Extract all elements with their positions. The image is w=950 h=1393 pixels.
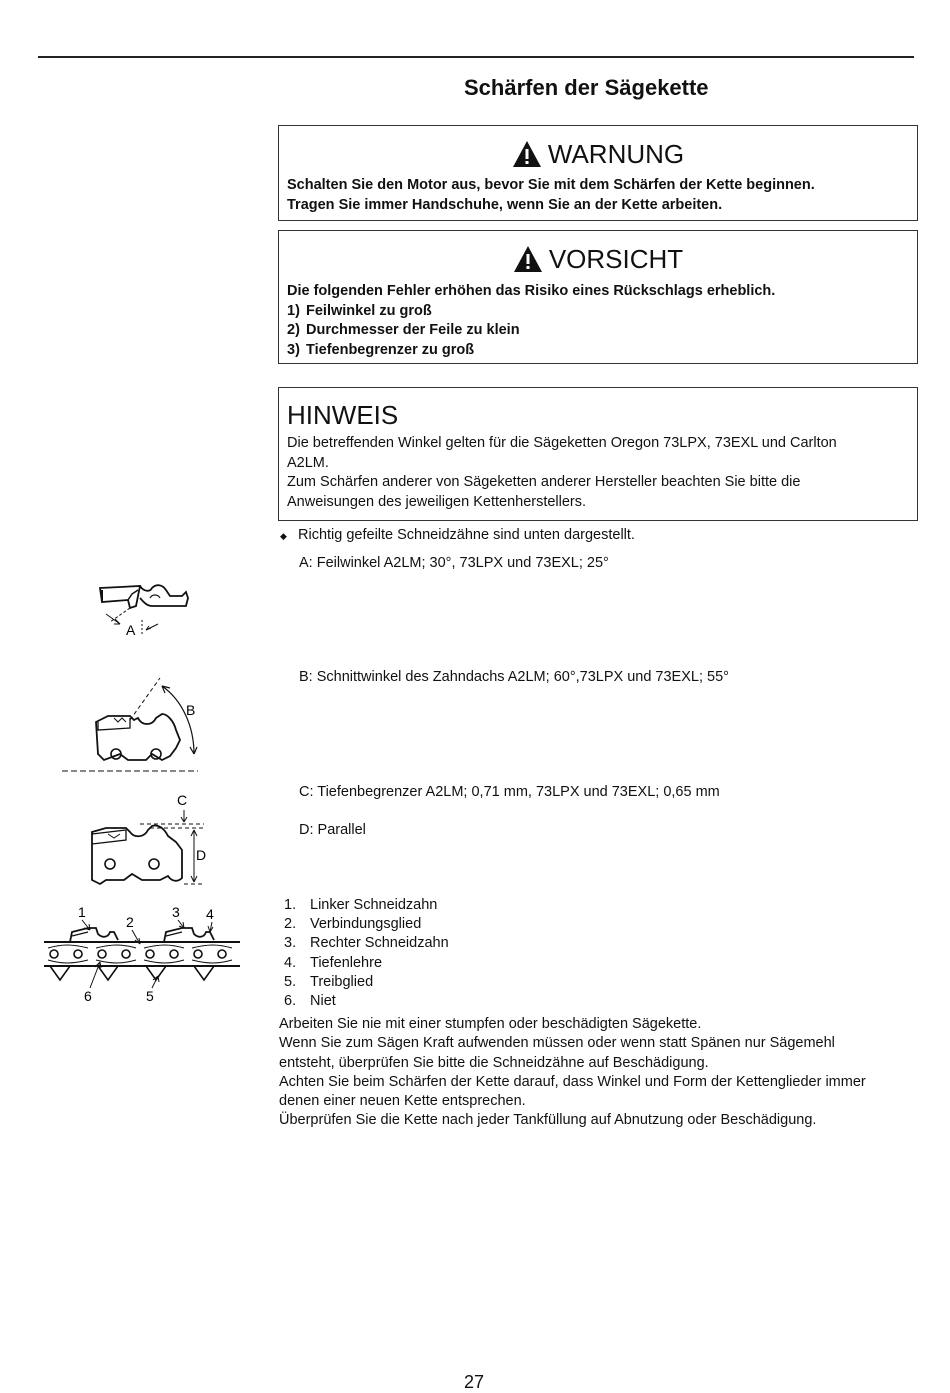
caption-d: D: Parallel bbox=[299, 822, 366, 838]
figure-label-d: D bbox=[196, 847, 207, 863]
caution-heading-row bbox=[287, 241, 909, 277]
legend-text: Tiefenlehre bbox=[310, 954, 383, 971]
bullet-diamond-icon: ◆ bbox=[280, 531, 287, 541]
warning-box bbox=[278, 125, 918, 221]
paragraph-line: Arbeiten Sie nie mit einer stumpfen oder beschädigten Sägekette. bbox=[279, 1016, 702, 1032]
figure-label-3: 3 bbox=[172, 904, 180, 920]
figure-label-6: 6 bbox=[84, 988, 92, 1004]
warning-heading-row bbox=[287, 136, 909, 172]
legend-number: 4. bbox=[284, 954, 297, 971]
legend-text: Treibglied bbox=[310, 973, 374, 990]
figure-label-b: B bbox=[186, 702, 196, 718]
caution-box bbox=[278, 230, 918, 364]
note-line: Die betreffenden Winkel gelten für die Sägeketten Oregon 73LPX, 73EXL und Carlton bbox=[287, 435, 837, 451]
warning-line: Schalten Sie den Motor aus, bevor Sie mit dem Schärfen der Kette beginnen. bbox=[287, 177, 815, 193]
figure-label-1: 1 bbox=[78, 904, 86, 920]
chain-legend bbox=[284, 896, 449, 1011]
caption-a: A: Feilwinkel A2LM; 30°, 73LPX und 73EXL; 25° bbox=[299, 555, 609, 571]
legend-item bbox=[284, 973, 449, 992]
caution-intro: Die folgenden Fehler erhöhen das Risiko eines Rückschlags erheblich. bbox=[287, 283, 776, 299]
legend-number: 3. bbox=[284, 935, 297, 952]
caution-heading: VORSICHT bbox=[548, 243, 684, 274]
caption-c: C: Tiefenbegrenzer A2LM; 0,71 mm, 73LPX und 73EXL; 0,65 mm bbox=[299, 784, 720, 800]
legend-number: 2. bbox=[284, 916, 297, 933]
cutting-angle-figure bbox=[58, 670, 218, 780]
depth-gauge-figure bbox=[80, 790, 220, 890]
note-box bbox=[278, 387, 918, 521]
legend-item bbox=[284, 915, 449, 934]
legend-text: Niet bbox=[310, 993, 336, 1010]
note-line: Zum Schärfen anderer von Sägeketten anderer Hersteller beachten Sie bitte die bbox=[287, 474, 801, 490]
caution-item-number: 3) bbox=[287, 341, 300, 358]
legend-number: 5. bbox=[284, 973, 297, 990]
page-number: 27 bbox=[464, 1372, 485, 1392]
caution-item bbox=[287, 302, 909, 322]
file-angle-figure bbox=[92, 578, 222, 640]
legend-item bbox=[284, 896, 449, 915]
legend-number: 6. bbox=[284, 993, 297, 1010]
top-rule bbox=[38, 56, 914, 58]
legend-text: Linker Schneidzahn bbox=[310, 897, 438, 913]
bullet-text: Richtig gefeilte Schneidzähne sind unten dargestellt. bbox=[298, 527, 635, 543]
caution-item-text: Feilwinkel zu groß bbox=[306, 302, 432, 319]
note-line: A2LM. bbox=[287, 454, 329, 471]
warning-line: Tragen Sie immer Handschuhe, wenn Sie an der Kette arbeiten. bbox=[287, 196, 723, 213]
paragraph-line: Wenn Sie zum Sägen Kraft aufwenden müssen oder wenn statt Spänen nur Sägemehl bbox=[279, 1035, 835, 1052]
legend-number: 1. bbox=[284, 897, 297, 913]
legend-item bbox=[284, 992, 449, 1011]
note-line: Anweisungen des jeweiligen Kettenherstellers. bbox=[287, 493, 587, 510]
warning-triangle-icon bbox=[513, 245, 543, 273]
page-title: Schärfen der Sägekette bbox=[464, 75, 709, 100]
legend-text: Verbindungsglied bbox=[310, 916, 422, 933]
figure-label-c: C bbox=[177, 792, 188, 808]
paragraph-line: denen einer neuen Kette entsprechen. bbox=[279, 1093, 526, 1110]
legend-text: Rechter Schneidzahn bbox=[310, 935, 449, 952]
caption-b: B: Schnittwinkel des Zahndachs A2LM; 60°,73LPX und 73EXL; 55° bbox=[299, 669, 729, 685]
note-heading: HINWEIS bbox=[287, 400, 399, 430]
figure-label-a: A bbox=[126, 622, 136, 638]
bullet-item bbox=[280, 527, 635, 546]
figure-label-2: 2 bbox=[126, 914, 134, 930]
paragraph-line: entsteht, überprüfen Sie bitte die Schneidzähne auf Beschädigung. bbox=[279, 1054, 709, 1071]
warning-triangle-icon bbox=[512, 140, 542, 168]
figure-label-5: 5 bbox=[146, 988, 154, 1004]
caution-item-number: 2) bbox=[287, 322, 300, 338]
warning-heading: WARNUNG bbox=[547, 138, 685, 169]
legend-item bbox=[284, 934, 449, 953]
caution-item-text: Tiefenbegrenzer zu groß bbox=[306, 341, 475, 358]
paragraph-line: Achten Sie beim Schärfen der Kette darauf, dass Winkel und Form der Kettenglieder immer bbox=[279, 1073, 866, 1090]
caution-item bbox=[287, 321, 909, 341]
caution-item-number: 1) bbox=[287, 302, 300, 319]
caution-item-text: Durchmesser der Feile zu klein bbox=[306, 322, 520, 338]
chain-figure bbox=[42, 898, 242, 1008]
caution-item bbox=[287, 341, 909, 361]
legend-item bbox=[284, 954, 449, 973]
paragraph-line: Überprüfen Sie die Kette nach jeder Tankfüllung auf Abnutzung oder Beschädigung. bbox=[279, 1112, 817, 1129]
body-paragraph bbox=[279, 1015, 924, 1131]
figure-label-4: 4 bbox=[206, 906, 214, 922]
